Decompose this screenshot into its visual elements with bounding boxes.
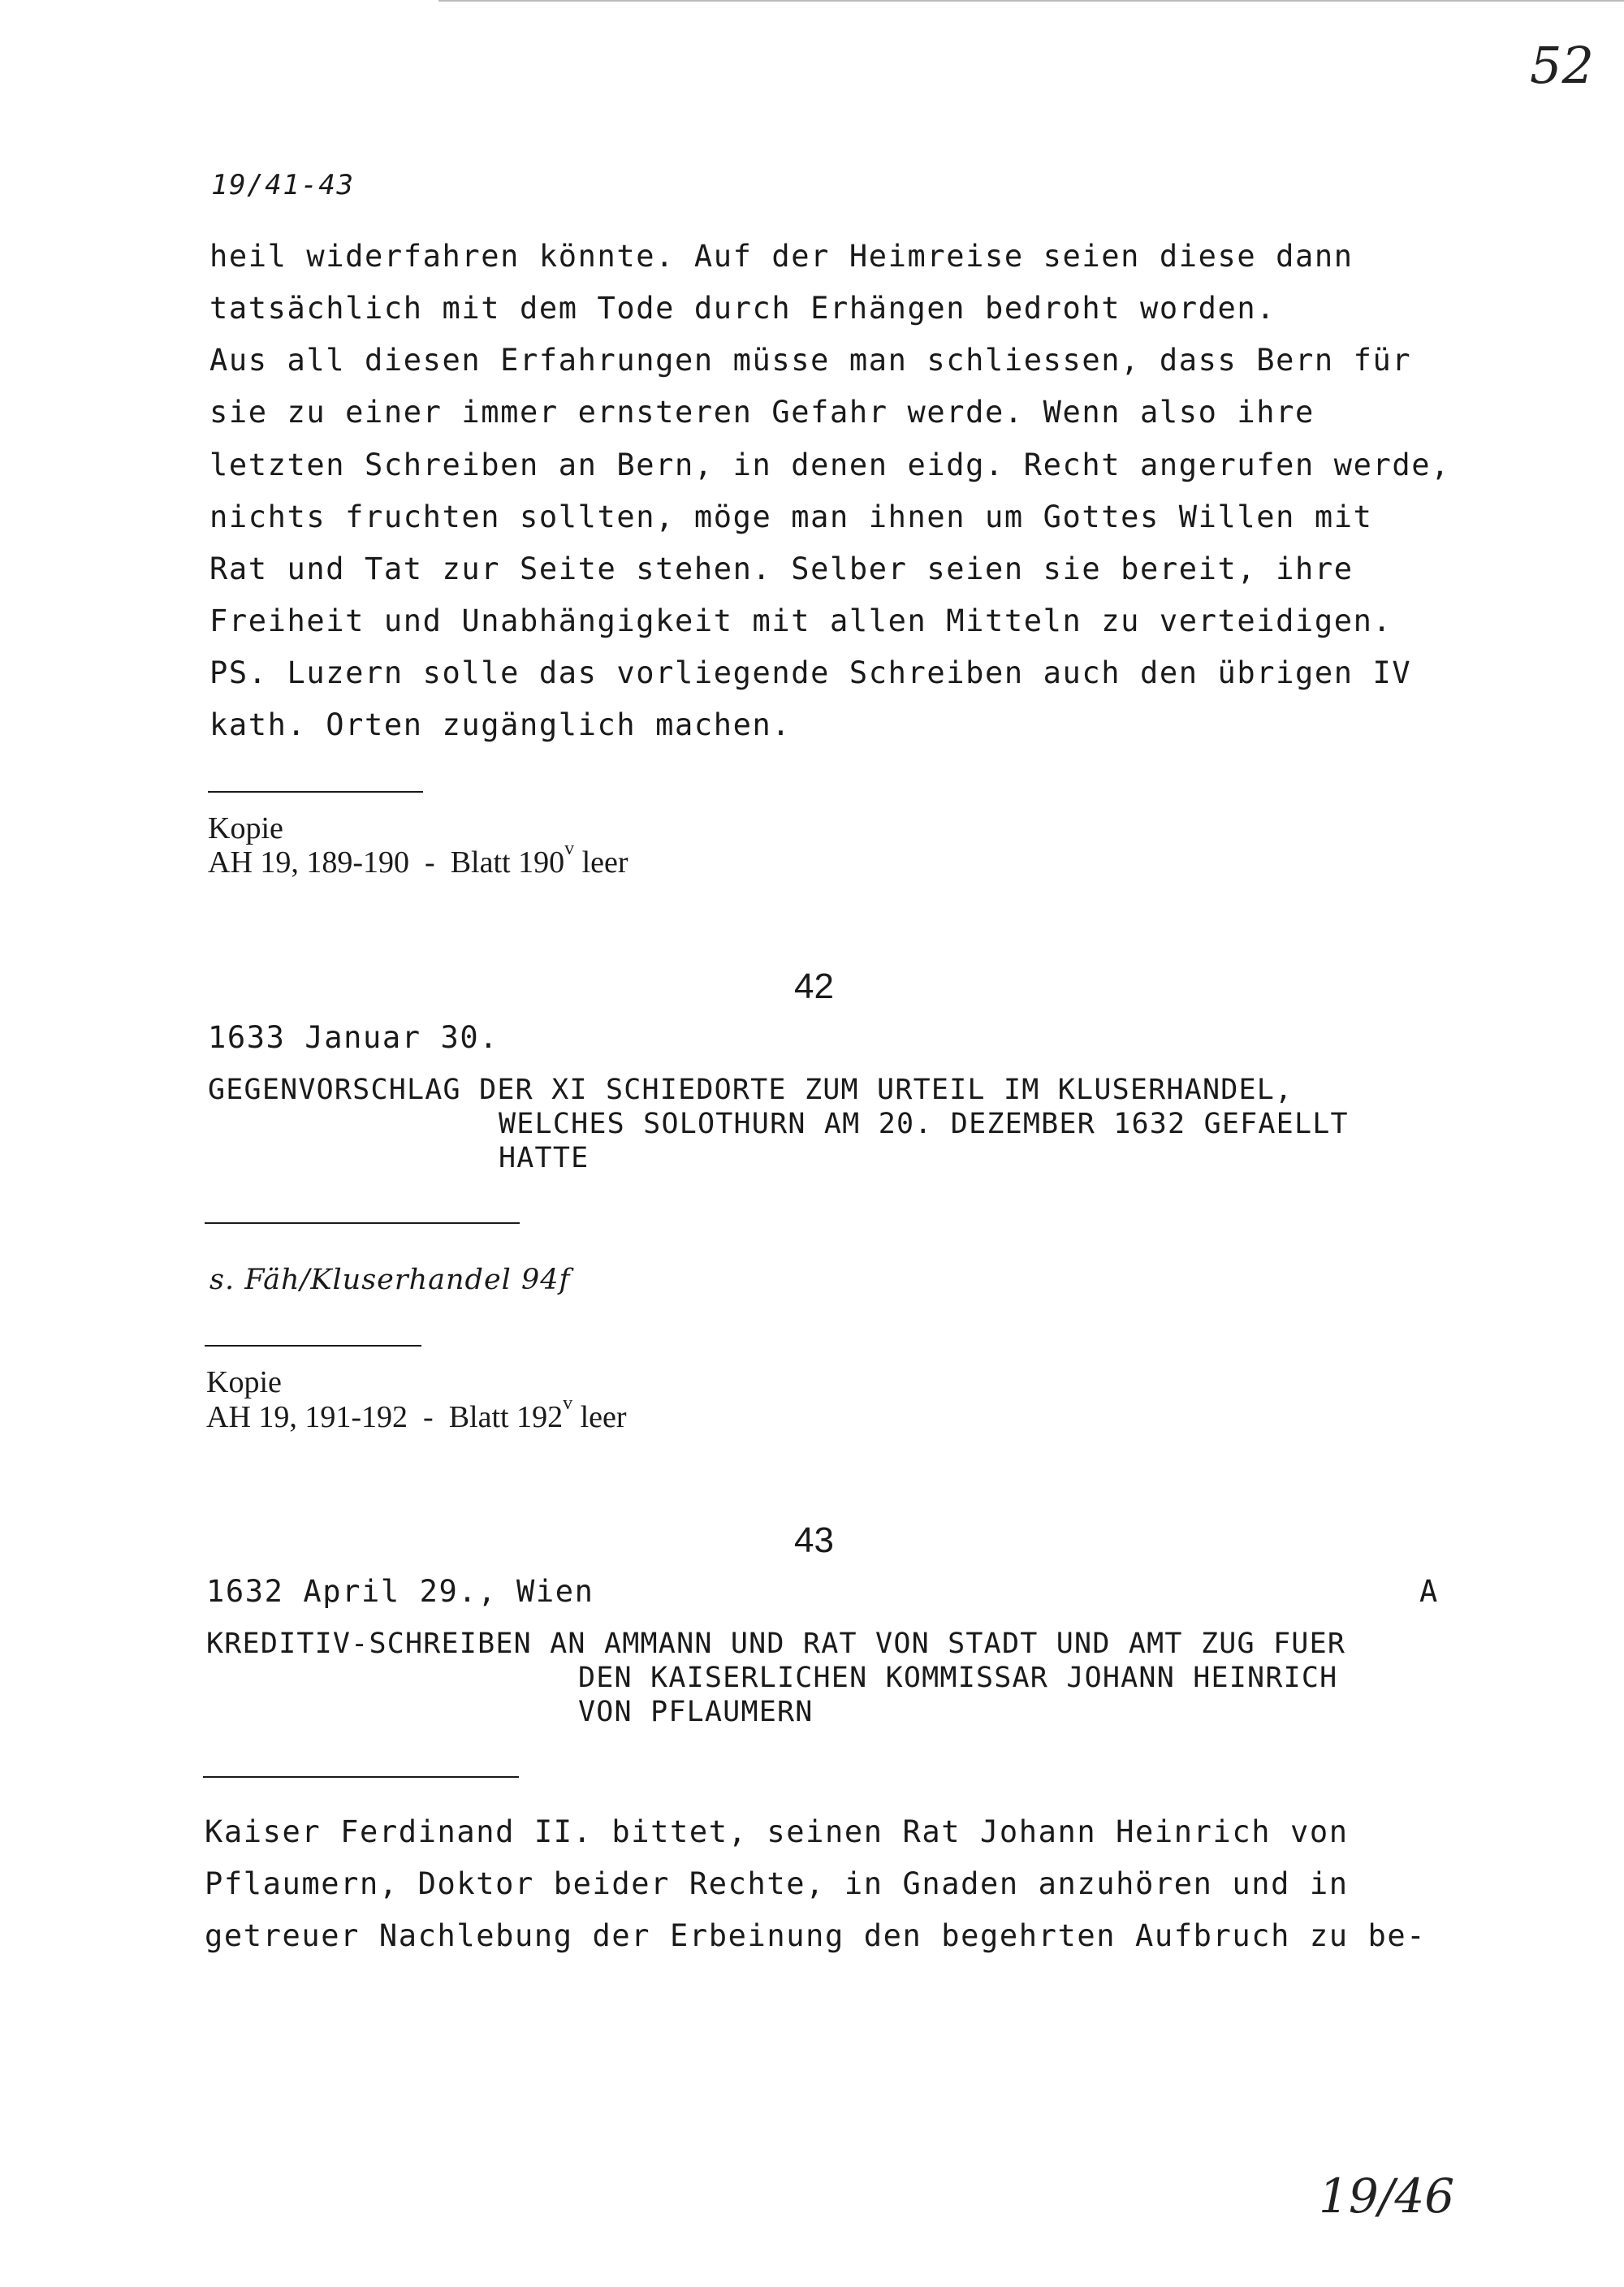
scan-edge	[438, 0, 1624, 2]
separator-rule	[205, 1222, 520, 1224]
text-line: getreuer Nachlebung der Erbeinung den begehrten Aufbruch zu be-	[205, 1918, 1427, 1953]
entry-title-line: WELCHES SOLOTHURN AM 20. DEZEMBER 1632 GEFAELLT	[499, 1108, 1349, 1140]
verso-mark: v	[563, 1393, 573, 1414]
verso-mark: v	[564, 838, 575, 859]
text-line: Aus all diesen Erfahrungen müsse man schliessen, dass Bern für	[209, 343, 1412, 378]
citation-suffix: leer	[574, 845, 628, 880]
citation-suffix: leer	[572, 1400, 627, 1434]
separator-rule	[208, 791, 423, 793]
source-label: Kopie	[208, 811, 283, 845]
literature-reference: s. Fäh/Kluserhandel 94f	[209, 1264, 571, 1296]
entry-title-line: DEN KAISERLICHEN KOMMISSAR JOHANN HEINRICH	[578, 1662, 1338, 1694]
entry-title-line: VON PFLAUMERN	[578, 1696, 814, 1728]
citation-text: AH 19, 189-190 - Blatt 190	[208, 845, 565, 880]
entry-number: 43	[794, 1520, 834, 1560]
text-line: Pflaumern, Doktor beider Rechte, in Gnaden anzuhören und in	[205, 1866, 1349, 1901]
text-line: heil widerfahren könnte. Auf der Heimreise seien diese dann	[209, 239, 1354, 274]
separator-rule	[203, 1776, 519, 1778]
source-citation	[208, 838, 628, 880]
entry-title-line: KREDITIV-SCHREIBEN AN AMMANN UND RAT VON STADT UND AMT ZUG FUER	[206, 1628, 1346, 1660]
handwritten-folio-number: 19/46	[1319, 2168, 1455, 2224]
text-line: Kaiser Ferdinand II. bittet, seinen Rat Johann Heinrich von	[205, 1814, 1349, 1849]
text-line: PS. Luzern solle das vorliegende Schreiben auch den übrigen IV	[209, 655, 1412, 690]
text-line: tatsächlich mit dem Tode durch Erhängen bedroht worden.	[209, 291, 1276, 326]
source-citation	[206, 1393, 627, 1435]
separator-rule	[205, 1345, 421, 1347]
citation-text: AH 19, 191-192 - Blatt 192	[206, 1400, 564, 1434]
text-line: Rat und Tat zur Seite stehen. Selber seien sie bereit, ihre	[209, 551, 1354, 586]
folio-reference: 19/41-43	[211, 169, 355, 201]
text-line: nichts fruchten sollten, möge man ihnen um Gottes Willen mit	[209, 499, 1373, 534]
entry-date: 1632 April 29., Wien	[206, 1574, 594, 1609]
text-line: letzten Schreiben an Bern, in denen eidg. Recht angerufen werde,	[209, 447, 1451, 482]
text-line: kath. Orten zugänglich machen.	[209, 707, 792, 742]
entry-date: 1633 Januar 30.	[208, 1020, 499, 1055]
entry-title-line: HATTE	[499, 1142, 590, 1174]
entry-number: 42	[794, 966, 834, 1006]
handwritten-page-number: 52	[1530, 36, 1594, 95]
entry-title-line: GEGENVORSCHLAG DER XI SCHIEDORTE ZUM URTEIL IM KLUSERHANDEL,	[208, 1074, 1294, 1106]
source-label: Kopie	[206, 1365, 282, 1399]
entry-marker: A	[1419, 1574, 1439, 1609]
text-line: sie zu einer immer ernsteren Gefahr werde. Wenn also ihre	[209, 395, 1315, 430]
text-line: Freiheit und Unabhängigkeit mit allen Mitteln zu verteidigen.	[209, 603, 1393, 638]
